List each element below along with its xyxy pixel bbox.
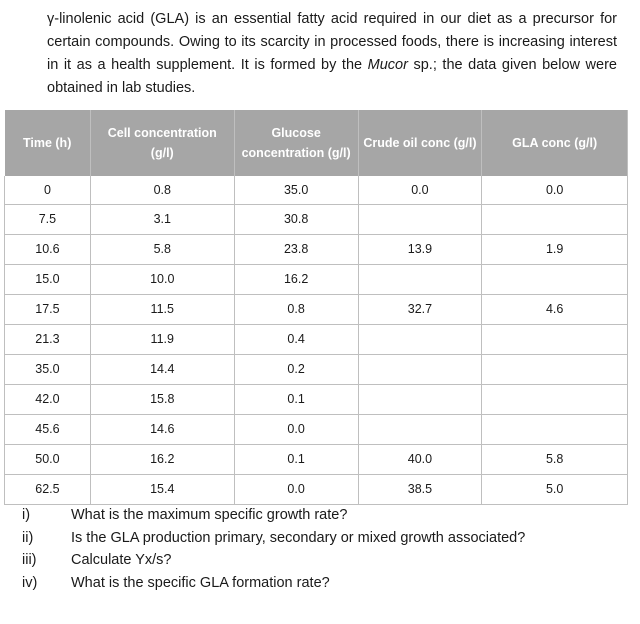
cell-gla-conc: 5.0 (482, 474, 628, 504)
cell-glucose-conc: 0.1 (234, 444, 358, 474)
table-row (5, 384, 628, 414)
question-item (22, 504, 622, 527)
cell-cell-conc: 3.1 (90, 204, 234, 234)
cell-crude-oil-conc: 13.9 (358, 234, 482, 264)
cell-time: 62.5 (5, 474, 91, 504)
cell-glucose-conc: 23.8 (234, 234, 358, 264)
cell-time: 35.0 (5, 354, 91, 384)
cell-cell-conc: 16.2 (90, 444, 234, 474)
question-text: Is the GLA production primary, secondary or mixed growth associated? (71, 529, 526, 546)
intro-text-part1: γ-linolenic acid (GLA) is an essential fatty acid required in our diet as a precursor for certain compounds. Owing to its scarcity in processed foods, there is increasing interest in it as a health supplement. It is formed by the (47, 11, 617, 73)
question-item (22, 527, 622, 550)
question-text: What is the maximum specific growth rate? (71, 507, 348, 523)
cell-gla-conc: 0.0 (482, 176, 628, 204)
table-header-row (5, 110, 628, 176)
cell-glucose-conc: 0.8 (234, 294, 358, 324)
question-item (22, 549, 622, 572)
cell-time: 17.5 (5, 294, 91, 324)
table-row (5, 354, 628, 384)
cell-time: 42.0 (5, 384, 91, 414)
intro-text-part2: sp.; the data given below were obtained in lab studies. (47, 57, 617, 96)
cell-gla-conc (482, 324, 628, 354)
cell-glucose-conc: 35.0 (234, 176, 358, 204)
table-row (5, 474, 628, 504)
cell-glucose-conc: 0.0 (234, 474, 358, 504)
cell-time: 7.5 (5, 204, 91, 234)
cell-cell-conc: 5.8 (90, 234, 234, 264)
table-row (5, 444, 628, 474)
cell-cell-conc: 15.4 (90, 474, 234, 504)
cell-crude-oil-conc: 0.0 (358, 176, 482, 204)
cell-cell-conc: 11.9 (90, 324, 234, 354)
table-row (5, 294, 628, 324)
cell-glucose-conc: 0.2 (234, 354, 358, 384)
data-table (4, 110, 628, 505)
cell-cell-conc: 0.8 (90, 176, 234, 204)
table-row (5, 234, 628, 264)
cell-gla-conc (482, 264, 628, 294)
cell-crude-oil-conc (358, 414, 482, 444)
cell-time: 21.3 (5, 324, 91, 354)
cell-glucose-conc: 0.4 (234, 324, 358, 354)
cell-crude-oil-conc: 38.5 (358, 474, 482, 504)
cell-crude-oil-conc: 40.0 (358, 444, 482, 474)
intro-paragraph (47, 8, 617, 100)
cell-gla-conc (482, 414, 628, 444)
intro-organism: Mucor (367, 57, 408, 73)
header-crude-oil-conc: Crude oil conc (g/l) (358, 110, 482, 176)
cell-gla-conc: 1.9 (482, 234, 628, 264)
cell-gla-conc (482, 354, 628, 384)
table-row (5, 264, 628, 294)
table-row (5, 324, 628, 354)
header-cell-concentration: Cell concentration (g/l) (90, 110, 234, 176)
cell-cell-conc: 11.5 (90, 294, 234, 324)
cell-crude-oil-conc: 32.7 (358, 294, 482, 324)
cell-time: 50.0 (5, 444, 91, 474)
cell-glucose-conc: 0.1 (234, 384, 358, 414)
question-text: Calculate Yx/s? (71, 552, 172, 568)
header-gla-conc: GLA conc (g/l) (482, 110, 628, 176)
cell-time: 45.6 (5, 414, 91, 444)
question-number: iv) (22, 574, 38, 591)
cell-time: 0 (5, 176, 91, 204)
cell-glucose-conc: 30.8 (234, 204, 358, 234)
cell-time: 15.0 (5, 264, 91, 294)
table-row (5, 414, 628, 444)
question-number: ii) (22, 529, 34, 546)
cell-crude-oil-conc (358, 204, 482, 234)
cell-cell-conc: 14.6 (90, 414, 234, 444)
cell-gla-conc (482, 204, 628, 234)
cell-cell-conc: 14.4 (90, 354, 234, 384)
cell-crude-oil-conc (358, 264, 482, 294)
table-row (5, 176, 628, 204)
cell-gla-conc: 4.6 (482, 294, 628, 324)
header-time: Time (h) (5, 110, 91, 176)
table-row (5, 204, 628, 234)
cell-gla-conc (482, 384, 628, 414)
cell-crude-oil-conc (358, 384, 482, 414)
question-list (22, 504, 622, 594)
header-glucose-concentration: Glucose concentration (g/l) (234, 110, 358, 176)
question-number: i) (22, 507, 31, 523)
cell-time: 10.6 (5, 234, 91, 264)
cell-cell-conc: 10.0 (90, 264, 234, 294)
cell-crude-oil-conc (358, 324, 482, 354)
cell-glucose-conc: 16.2 (234, 264, 358, 294)
cell-crude-oil-conc (358, 354, 482, 384)
cell-cell-conc: 15.8 (90, 384, 234, 414)
question-item (22, 572, 622, 595)
cell-glucose-conc: 0.0 (234, 414, 358, 444)
question-text: What is the specific GLA formation rate? (71, 574, 330, 591)
cell-gla-conc: 5.8 (482, 444, 628, 474)
question-number: iii) (22, 552, 37, 568)
